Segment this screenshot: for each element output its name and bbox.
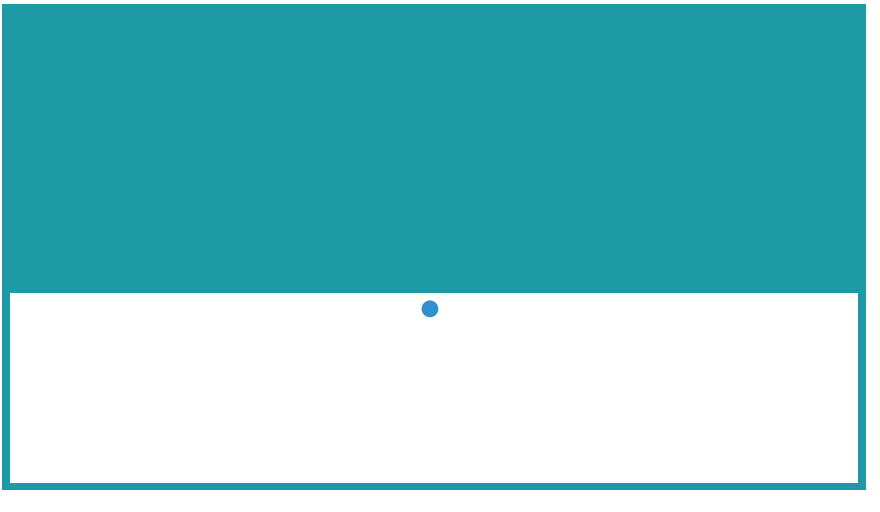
smn-banner	[2, 261, 866, 293]
weekly-summary-table	[2, 4, 866, 256]
location-pin-icon: ⬤	[421, 300, 439, 317]
detail-panel	[10, 293, 858, 483]
forecast-graphic	[2, 4, 866, 490]
location-title	[10, 296, 858, 319]
